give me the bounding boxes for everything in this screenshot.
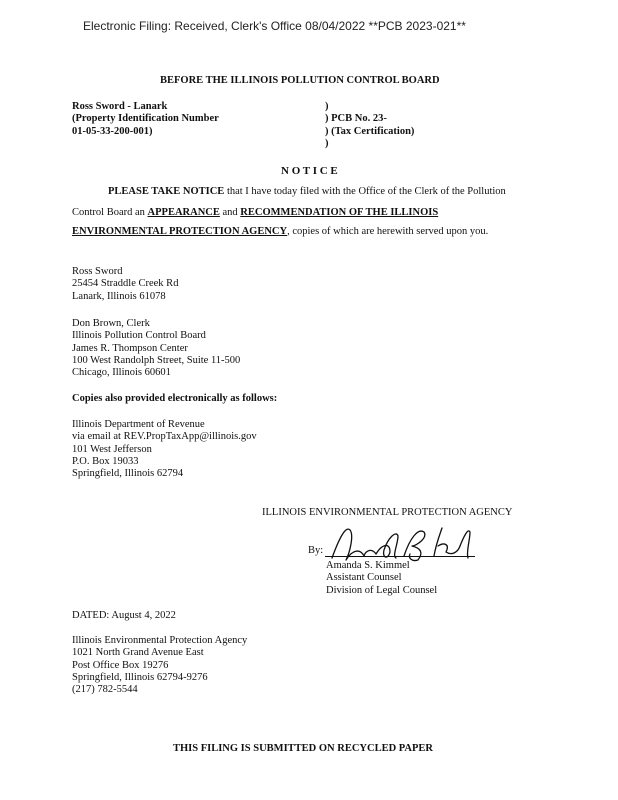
signer-block <box>326 560 437 597</box>
body-text: , copies of which are herewith served upon you. <box>287 226 489 237</box>
agency-name: ILLINOIS ENVIRONMENTAL PROTECTION AGENCY <box>262 507 513 518</box>
signer-title: Assistant Counsel <box>326 572 402 584</box>
dated-line: DATED: August 4, 2022 <box>72 610 176 621</box>
body-text: that I have today filed with the Office of the Clerk of the Pollution <box>224 186 506 197</box>
address-line: 101 West Jefferson <box>72 443 152 455</box>
caption-right <box>325 101 414 150</box>
copies-heading: Copies also provided electronically as follows: <box>72 393 278 404</box>
recommendation-title-cont: ENVIRONMENTAL PROTECTION AGENCY <box>72 226 288 237</box>
address-line: Don Brown, Clerk <box>72 318 150 329</box>
address-line: Illinois Pollution Control Board <box>72 330 206 342</box>
caption-right-line: ) <box>325 137 329 149</box>
sender-address <box>72 635 247 696</box>
recycled-paper-footer: THIS FILING IS SUBMITTED ON RECYCLED PAPER <box>173 743 434 754</box>
caption-left-line: Ross Sword - Lanark <box>72 101 168 112</box>
address-line: 100 West Randolph Street, Suite 11-500 <box>72 354 241 366</box>
notice-line-1 <box>108 186 506 197</box>
filing-stamp: Electronic Filing: Received, Clerk's Office 08/04/2022 **PCB 2023-021** <box>83 19 466 33</box>
address-line: P.O. Box 19033 <box>72 455 139 467</box>
address-line: Springfield, Illinois 62794 <box>72 468 184 480</box>
address-line: Illinois Department of Revenue <box>72 419 205 430</box>
body-text: and <box>219 207 241 218</box>
address-line: 1021 North Grand Avenue East <box>72 647 204 659</box>
address-line: Illinois Environmental Protection Agency <box>72 635 248 646</box>
address-line: 25454 Straddle Creek Rd <box>72 278 179 290</box>
address-line: via email at REV.PropTaxApp@illinois.gov <box>72 431 257 443</box>
appearance-title: APPEARANCE <box>147 207 220 218</box>
address-line: James R. Thompson Center <box>72 342 188 354</box>
address-line: Ross Sword <box>72 266 123 277</box>
signer-division: Division of Legal Counsel <box>326 584 438 596</box>
caption-right-line: ) (Tax Certification) <box>325 125 415 137</box>
address-line: Springfield, Illinois 62794-9276 <box>72 671 208 683</box>
recipient-address-revenue <box>72 419 257 480</box>
recommendation-title: RECOMMENDATION OF THE ILLINOIS <box>240 207 439 218</box>
notice-line-3 <box>72 226 488 237</box>
address-line: Chicago, Illinois 60601 <box>72 367 171 379</box>
caption-right-line: ) PCB No. 23- <box>325 113 387 125</box>
caption-right-line: ) <box>325 101 329 112</box>
notice-line-2 <box>72 207 438 218</box>
address-line: Lanark, Illinois 61078 <box>72 290 166 302</box>
recipient-address-clerk <box>72 318 240 379</box>
caption-left-line: 01-05-33-200-001) <box>72 125 153 137</box>
please-take-notice: PLEASE TAKE NOTICE <box>108 186 225 197</box>
caption-left <box>72 101 219 138</box>
signer-name: Amanda S. Kimmel <box>326 560 410 571</box>
address-line: (217) 782-5544 <box>72 684 138 696</box>
by-label: By: <box>308 545 324 556</box>
board-title: BEFORE THE ILLINOIS POLLUTION CONTROL BOARD <box>160 75 440 86</box>
caption-left-line: (Property Identification Number <box>72 113 219 125</box>
address-line: Post Office Box 19276 <box>72 659 169 671</box>
recipient-address-ross-sword <box>72 266 178 303</box>
body-text: Control Board an <box>72 207 148 218</box>
notice-heading: N O T I C E <box>281 165 338 177</box>
